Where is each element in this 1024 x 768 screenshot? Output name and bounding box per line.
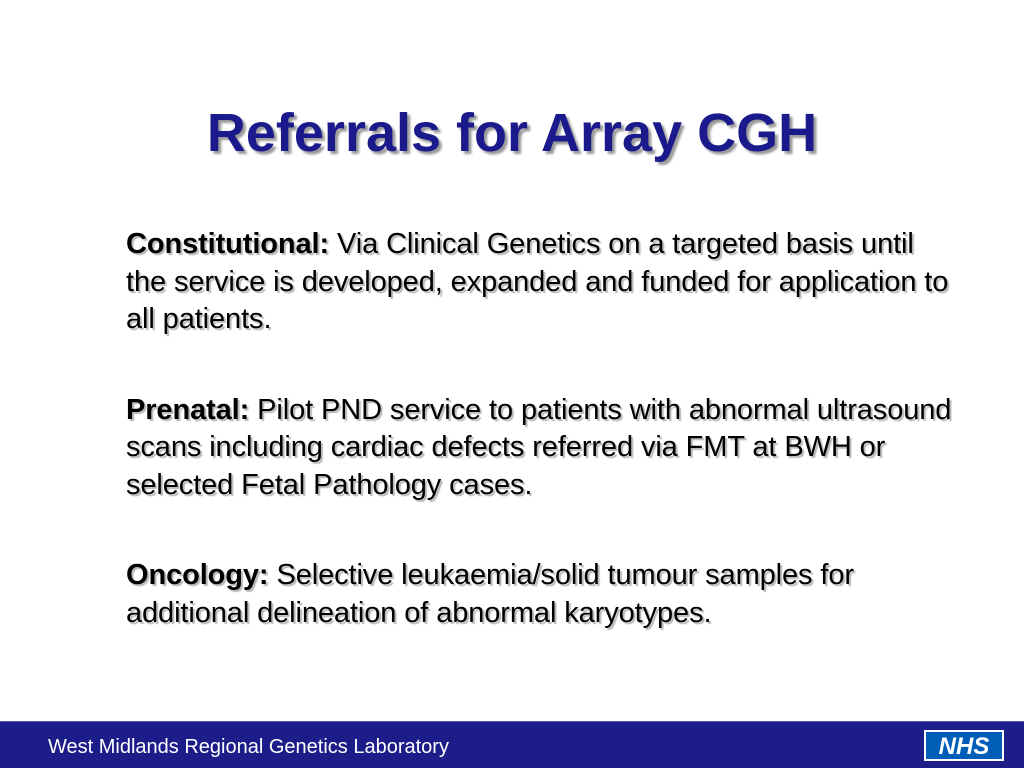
nhs-logo-icon [924,730,1004,761]
paragraph-text: Via Clinical Genetics on a targeted basis until the service is developed, expanded and funded for application to all patients. [126,228,949,335]
slide-content [126,226,956,632]
paragraph-label: Oncology: [126,559,269,591]
paragraph-prenatal [126,392,956,505]
paragraph-text: Pilot PND service to patients with abnormal ultrasound scans including cardiac defects referred via FMT at BWH or selected Fetal Pathology cases. [126,393,952,501]
paragraph-label: Prenatal: [126,393,250,426]
paragraph-oncology [126,557,956,632]
paragraph-constitutional [126,226,956,339]
paragraph-label: Constitutional: [126,228,330,260]
paragraph-text: Selective leukaemia/solid tumour samples for additional delineation of abnormal karyotypes. [126,559,854,629]
footer-organization: West Midlands Regional Genetics Laboratory [48,736,449,758]
slide-title: Referrals for Array CGH [206,103,818,163]
footer-bar [0,721,1024,768]
nhs-logo-text: NHS [938,733,990,760]
